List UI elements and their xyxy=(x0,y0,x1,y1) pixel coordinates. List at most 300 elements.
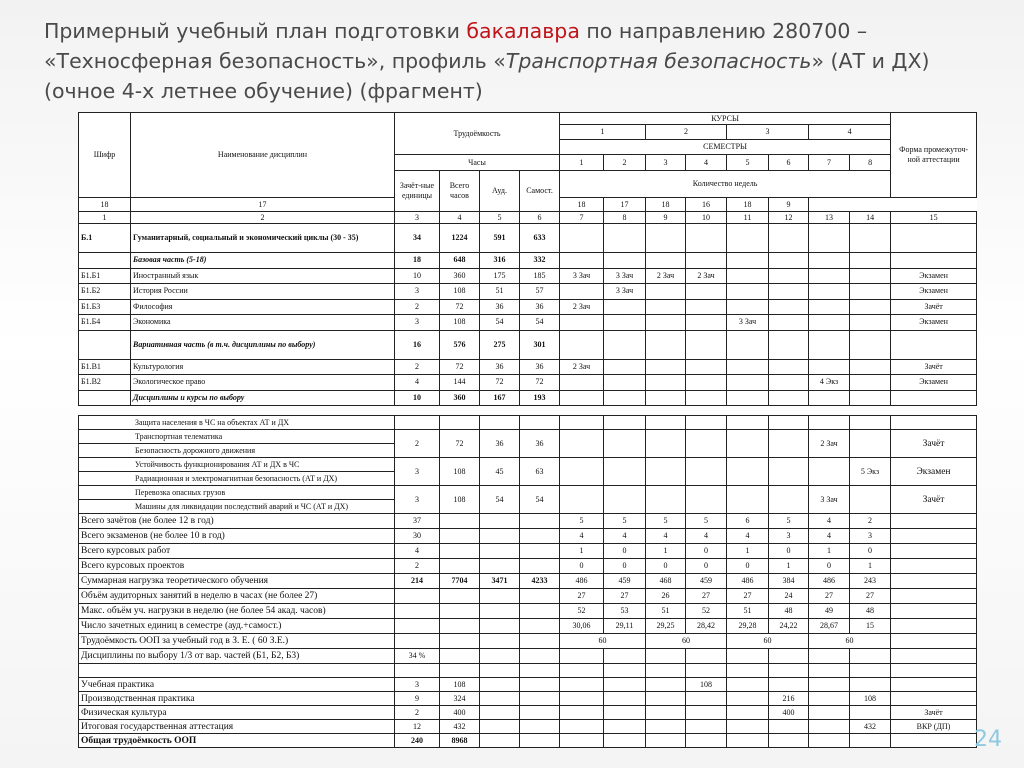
table-cell xyxy=(79,330,131,359)
summary-semester-value: 29,11 xyxy=(604,619,646,634)
choice-value: 34 % xyxy=(395,649,440,664)
practice-label: Физическая культура xyxy=(79,706,395,720)
practice-semester-value xyxy=(850,706,891,720)
table-cell xyxy=(560,375,604,391)
empty-cell xyxy=(686,416,727,430)
summary-value: 2 xyxy=(395,559,440,574)
header-row-column-numbers xyxy=(79,212,977,224)
summary-label: Суммарная нагрузка теоретического обучения xyxy=(79,574,395,589)
table-cell xyxy=(686,359,727,375)
summary-value: 214 xyxy=(395,574,440,589)
summary-value xyxy=(480,604,520,619)
table-cell: 144 xyxy=(440,375,480,391)
header-column-number: 14 xyxy=(850,212,891,224)
attestation-form-cell xyxy=(891,253,977,269)
summary-semester-value: 30,06 xyxy=(560,619,604,634)
header-column-number: 6 xyxy=(520,212,560,224)
practice-row xyxy=(79,734,977,748)
table-cell xyxy=(686,375,727,391)
discipline-row xyxy=(79,253,977,269)
elective-semester xyxy=(604,486,646,514)
table-cell xyxy=(769,375,809,391)
discipline-row xyxy=(79,284,977,300)
summary-semester-value: 4 xyxy=(560,529,604,544)
table-cell xyxy=(604,390,646,406)
practice-label: Общая трудоёмкость ООП xyxy=(79,734,395,748)
table-cell: 2 Зач xyxy=(686,268,727,284)
elective-value: 108 xyxy=(440,458,480,486)
practice-semester-value xyxy=(809,692,850,706)
elective-row xyxy=(79,486,977,500)
slide-title xyxy=(44,16,1004,106)
practice-semester-value xyxy=(809,734,850,748)
table-cell xyxy=(79,253,131,269)
practice-value: 108 xyxy=(440,678,480,692)
attestation-form-cell xyxy=(891,529,977,544)
empty-cell xyxy=(809,649,850,664)
summary-semester-value: 0 xyxy=(646,559,686,574)
practice-value xyxy=(480,734,520,748)
practice-value xyxy=(480,706,520,720)
summary-semester-value: 3 xyxy=(769,529,809,544)
summary-semester-value: 0 xyxy=(560,559,604,574)
summary-semester-value: 3 xyxy=(850,529,891,544)
practice-value: 9 xyxy=(395,692,440,706)
discipline-row xyxy=(79,359,977,375)
table-cell: Б1.В2 xyxy=(79,375,131,391)
title-profile-italic: Транспортная безопасность xyxy=(505,49,812,73)
table-cell xyxy=(686,315,727,331)
summary-semester-value: 1 xyxy=(769,559,809,574)
summary-semester-value: 459 xyxy=(686,574,727,589)
empty-cell xyxy=(809,664,850,678)
summary-semester-value: 5 xyxy=(604,514,646,529)
table-cell xyxy=(769,315,809,331)
table-cell: Философия xyxy=(131,299,395,315)
elective-discipline-name: Защита населения в ЧС на объектах АТ и ДХ xyxy=(79,416,395,430)
summary-value xyxy=(395,604,440,619)
table-cell xyxy=(646,390,686,406)
header-column-number: 1 xyxy=(79,212,131,224)
table-cell: 72 xyxy=(520,375,560,391)
header-column-number: 7 xyxy=(560,212,604,224)
practice-semester-value xyxy=(686,692,727,706)
summary-semester-value: 29,28 xyxy=(727,619,769,634)
header-semester-number: 5 xyxy=(727,155,769,171)
table-cell: 34 xyxy=(395,224,440,253)
practice-semester-value xyxy=(604,678,646,692)
header-course-number: 2 xyxy=(646,125,727,140)
practice-value xyxy=(520,692,560,706)
practice-value xyxy=(480,692,520,706)
table-cell: 36 xyxy=(520,359,560,375)
table-cell: 10 xyxy=(395,390,440,406)
practice-value: 12 xyxy=(395,720,440,734)
table-cell: 18 xyxy=(395,253,440,269)
summary-semester-value: 27 xyxy=(727,589,769,604)
summary-row xyxy=(79,559,977,574)
empty-cell xyxy=(480,664,520,678)
table-cell: 316 xyxy=(480,253,520,269)
table-cell: 3 Зач xyxy=(727,315,769,331)
summary-semester-value: 486 xyxy=(809,574,850,589)
header-weeks-count: Количество недель xyxy=(560,171,891,198)
summary-semester-value: 52 xyxy=(560,604,604,619)
table-cell xyxy=(809,359,850,375)
header-course-number: 3 xyxy=(727,125,809,140)
elective-value: 108 xyxy=(440,486,480,514)
table-cell: Базовая часть (5-18) xyxy=(131,253,395,269)
empty-cell xyxy=(520,634,560,649)
table-cell: 591 xyxy=(480,224,520,253)
practice-semester-value xyxy=(646,734,686,748)
table-cell xyxy=(809,224,850,253)
oop-course-value: 60 xyxy=(727,634,809,649)
page-number: 24 xyxy=(974,727,1002,752)
table-cell: 10 xyxy=(395,268,440,284)
elective-semester xyxy=(686,486,727,514)
empty-cell xyxy=(520,664,560,678)
table-cell xyxy=(686,253,727,269)
summary-row xyxy=(79,604,977,619)
practice-value xyxy=(480,720,520,734)
table-cell xyxy=(727,284,769,300)
oop-course-value: 60 xyxy=(809,634,891,649)
discipline-row xyxy=(79,375,977,391)
summary-semester-value: 29,25 xyxy=(646,619,686,634)
elective-semester xyxy=(850,430,891,458)
header-semester-number: 8 xyxy=(850,155,891,171)
elective-semester xyxy=(769,430,809,458)
empty-cell xyxy=(480,649,520,664)
title-part-1: Примерный учебный план подготовки xyxy=(44,19,467,43)
header-column-number: 8 xyxy=(604,212,646,224)
table-cell: Б1.Б1 xyxy=(79,268,131,284)
table-cell xyxy=(727,299,769,315)
table-cell xyxy=(850,268,891,284)
attestation-form-cell: Зачёт xyxy=(891,430,977,458)
empty-cell xyxy=(480,416,520,430)
summary-value xyxy=(440,589,480,604)
elective-semester xyxy=(809,458,850,486)
header-semester-number: 3 xyxy=(646,155,686,171)
empty-cell xyxy=(604,664,646,678)
table-cell: Гуманитарный, социальный и экономический циклы (30 - 35) xyxy=(131,224,395,253)
practice-value: 240 xyxy=(395,734,440,748)
table-cell: 2 Зач xyxy=(646,268,686,284)
summary-semester-value: 28,67 xyxy=(809,619,850,634)
summary-value: 37 xyxy=(395,514,440,529)
elective-semester: 3 Зач xyxy=(809,486,850,514)
practice-value xyxy=(520,678,560,692)
summary-semester-value: 0 xyxy=(686,544,727,559)
attestation-form-cell xyxy=(891,390,977,406)
table-cell xyxy=(769,359,809,375)
summary-semester-value: 27 xyxy=(850,589,891,604)
summary-semester-value: 5 xyxy=(560,514,604,529)
practice-label: Учебная практика xyxy=(79,678,395,692)
elective-semester xyxy=(727,430,769,458)
table-cell: 2 xyxy=(395,359,440,375)
elective-semester xyxy=(727,486,769,514)
practice-row xyxy=(79,720,977,734)
summary-semester-value: 48 xyxy=(850,604,891,619)
attestation-form-cell xyxy=(891,224,977,253)
empty-cell xyxy=(440,664,480,678)
empty-cell xyxy=(727,649,769,664)
elective-semester: 2 Зач xyxy=(809,430,850,458)
elective-semester: 5 Экз xyxy=(850,458,891,486)
empty-cell xyxy=(850,416,891,430)
practice-semester-value xyxy=(727,692,769,706)
header-course-number: 4 xyxy=(809,125,891,140)
practice-semester-value xyxy=(809,706,850,720)
header-week-count: 17 xyxy=(131,198,395,212)
table-cell xyxy=(604,330,646,359)
elective-discipline-name: Устойчивость функционирования АТ и ДХ в ЧС xyxy=(79,458,395,472)
empty-cell xyxy=(769,416,809,430)
table-cell xyxy=(686,224,727,253)
table-cell xyxy=(809,390,850,406)
empty-cell xyxy=(440,649,480,664)
practice-semester-value xyxy=(604,734,646,748)
discipline-row xyxy=(79,268,977,284)
attestation-form-cell: Зачёт xyxy=(891,706,977,720)
summary-semester-value: 4 xyxy=(604,529,646,544)
header-week-count: 9 xyxy=(769,198,809,212)
summary-value xyxy=(440,529,480,544)
elective-semester xyxy=(604,458,646,486)
summary-semester-value: 51 xyxy=(727,604,769,619)
table-cell xyxy=(560,330,604,359)
table-cell xyxy=(686,390,727,406)
table-cell: 275 xyxy=(480,330,520,359)
table-cell: 3 Зач xyxy=(604,284,646,300)
table-cell xyxy=(727,224,769,253)
empty-cell xyxy=(686,664,727,678)
elective-discipline-name: Безопасность дорожного движения xyxy=(79,444,395,458)
summary-semester-value: 5 xyxy=(769,514,809,529)
empty-cell xyxy=(646,416,686,430)
table-cell: 3 xyxy=(395,315,440,331)
summary-value xyxy=(480,589,520,604)
table-cell xyxy=(604,253,646,269)
header-hours: Часы xyxy=(395,155,560,171)
table-cell xyxy=(850,253,891,269)
elective-semester xyxy=(646,486,686,514)
table-cell xyxy=(769,284,809,300)
header-column-number: 2 xyxy=(131,212,395,224)
summary-value xyxy=(520,514,560,529)
table-cell: 332 xyxy=(520,253,560,269)
practice-row xyxy=(79,692,977,706)
title-part-2: по направлению 280700 – «Техносферная безопасность», профиль « xyxy=(44,19,868,73)
empty-cell xyxy=(395,416,440,430)
empty-cell xyxy=(79,664,395,678)
header-column-number: 9 xyxy=(646,212,686,224)
attestation-form-cell xyxy=(891,619,977,634)
header-column-number: 11 xyxy=(727,212,769,224)
practice-semester-value xyxy=(809,678,850,692)
table-cell xyxy=(686,330,727,359)
summary-value xyxy=(440,514,480,529)
empty-cell xyxy=(727,664,769,678)
empty-cell xyxy=(769,664,809,678)
empty-cell xyxy=(891,416,977,430)
table-cell xyxy=(850,315,891,331)
summary-semester-value: 49 xyxy=(809,604,850,619)
table-cell: 2 Зач xyxy=(560,299,604,315)
header-week-count: 16 xyxy=(686,198,727,212)
table-cell: 108 xyxy=(440,315,480,331)
summary-semester-value: 53 xyxy=(604,604,646,619)
summary-label: Всего курсовых проектов xyxy=(79,559,395,574)
table-cell xyxy=(727,253,769,269)
summary-semester-value: 48 xyxy=(769,604,809,619)
empty-cell xyxy=(520,649,560,664)
table-cell xyxy=(809,299,850,315)
header-attestation-form: Форма промежуточ-ной аттестации xyxy=(891,113,977,198)
summary-semester-value: 24 xyxy=(769,589,809,604)
summary-semester-value: 15 xyxy=(850,619,891,634)
attestation-form-cell: Экзамен xyxy=(891,458,977,486)
elective-semester xyxy=(769,458,809,486)
summary-value xyxy=(480,514,520,529)
table-cell xyxy=(850,359,891,375)
practice-semester-value xyxy=(727,678,769,692)
table-cell: 648 xyxy=(440,253,480,269)
table-cell: 72 xyxy=(480,375,520,391)
header-week-count: 18 xyxy=(79,198,131,212)
attestation-form-cell xyxy=(891,589,977,604)
table-cell xyxy=(850,390,891,406)
elective-value: 54 xyxy=(520,486,560,514)
summary-semester-value: 27 xyxy=(560,589,604,604)
summary-semester-value: 1 xyxy=(727,544,769,559)
table-cell xyxy=(646,375,686,391)
elective-value: 45 xyxy=(480,458,520,486)
empty-cell xyxy=(480,634,520,649)
elective-semester xyxy=(686,458,727,486)
table-cell xyxy=(809,268,850,284)
attestation-form-cell xyxy=(891,574,977,589)
summary-value xyxy=(440,544,480,559)
attestation-form-cell: Зачёт xyxy=(891,486,977,514)
table-cell: 51 xyxy=(480,284,520,300)
table-cell xyxy=(604,359,646,375)
summary-value xyxy=(520,604,560,619)
practice-row xyxy=(79,678,977,692)
header-column-number: 4 xyxy=(440,212,480,224)
table-cell xyxy=(769,224,809,253)
oop-course-value: 60 xyxy=(646,634,727,649)
header-column-number: 5 xyxy=(480,212,520,224)
table-cell: 360 xyxy=(440,390,480,406)
summary-semester-value: 1 xyxy=(850,559,891,574)
summary-semester-value: 6 xyxy=(727,514,769,529)
practice-value: 432 xyxy=(440,720,480,734)
table-cell: 4 xyxy=(395,375,440,391)
empty-cell xyxy=(727,416,769,430)
table-cell: 108 xyxy=(440,284,480,300)
header-column-number: 15 xyxy=(891,212,977,224)
attestation-form-cell xyxy=(891,514,977,529)
empty-cell xyxy=(440,416,480,430)
summary-semester-value: 384 xyxy=(769,574,809,589)
table-cell xyxy=(727,359,769,375)
table-cell xyxy=(809,330,850,359)
table-cell xyxy=(560,224,604,253)
table-cell xyxy=(769,253,809,269)
practice-row xyxy=(79,706,977,720)
header-column-number: 10 xyxy=(686,212,727,224)
discipline-row xyxy=(79,390,977,406)
summary-value xyxy=(480,619,520,634)
summary-value xyxy=(480,544,520,559)
practice-semester-value xyxy=(560,692,604,706)
empty-cell xyxy=(646,649,686,664)
summary-row xyxy=(79,544,977,559)
header-semester-number: 6 xyxy=(769,155,809,171)
practice-semester-value xyxy=(646,678,686,692)
table-cell xyxy=(769,330,809,359)
summary-label: Объём аудиторных занятий в неделю в часах (не более 27) xyxy=(79,589,395,604)
table-cell xyxy=(560,315,604,331)
attestation-form-cell: Экзамен xyxy=(891,375,977,391)
practice-semester-value: 432 xyxy=(850,720,891,734)
summary-value xyxy=(440,619,480,634)
table-cell xyxy=(727,375,769,391)
table-cell: Б1.Б2 xyxy=(79,284,131,300)
header-shifr: Шифр xyxy=(79,113,131,198)
practice-semester-value xyxy=(560,678,604,692)
elective-semester xyxy=(769,486,809,514)
attestation-form-cell xyxy=(891,678,977,692)
elective-semester xyxy=(560,486,604,514)
elective-semester xyxy=(560,430,604,458)
practice-semester-value xyxy=(686,720,727,734)
empty-cell xyxy=(395,664,440,678)
header-labor-intensity: Трудоёмкость xyxy=(395,113,560,155)
table-cell xyxy=(646,299,686,315)
summary-row xyxy=(79,619,977,634)
header-credit-units: Зачёт-ные единицы xyxy=(395,171,440,212)
table-cell xyxy=(686,284,727,300)
practice-semester-value: 108 xyxy=(686,678,727,692)
oop-course-value: 60 xyxy=(560,634,646,649)
table-cell: 54 xyxy=(520,315,560,331)
choice-label: Дисциплины по выбору 1/3 от вар. частей (Б1, Б2, Б3) xyxy=(79,649,395,664)
summary-value: 3471 xyxy=(480,574,520,589)
summary-label: Макс. объём уч. нагрузки в неделю (не более 54 акад. часов) xyxy=(79,604,395,619)
elective-semester xyxy=(604,430,646,458)
header-course-number: 1 xyxy=(560,125,646,140)
table-cell xyxy=(646,315,686,331)
summary-value xyxy=(480,529,520,544)
table-cell: 2 xyxy=(395,299,440,315)
summary-label: Всего зачётов (не более 12 в год) xyxy=(79,514,395,529)
header-semester-number: 7 xyxy=(809,155,850,171)
table-cell xyxy=(560,253,604,269)
empty-cell xyxy=(604,416,646,430)
summary-semester-value: 28,42 xyxy=(686,619,727,634)
discipline-row xyxy=(79,224,977,253)
attestation-form-cell: Экзамен xyxy=(891,315,977,331)
table-cell: 4 Экз xyxy=(809,375,850,391)
elective-semester xyxy=(686,430,727,458)
practice-label: Итоговая государственная аттестация xyxy=(79,720,395,734)
elective-semester xyxy=(646,458,686,486)
